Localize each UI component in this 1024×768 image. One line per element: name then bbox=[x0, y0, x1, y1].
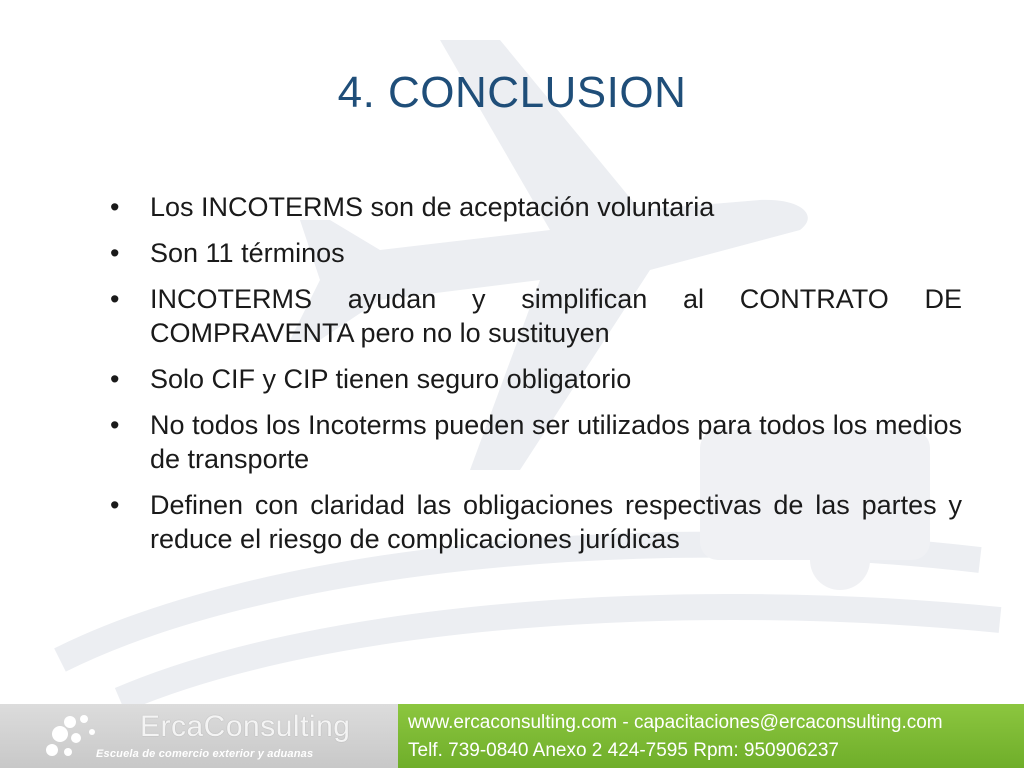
list-item bbox=[110, 408, 962, 476]
list-item-text: Los INCOTERMS son de aceptación voluntaria bbox=[150, 192, 715, 222]
bullet-icon: • bbox=[110, 490, 120, 520]
brand-tagline: Escuela de comercio exterior y aduanas bbox=[96, 748, 314, 760]
list-item-text: INCOTERMS ayudan y simplifican al CONTRATO DE COMPRAVENTA pero no lo sustituyen bbox=[150, 284, 962, 348]
footer-banner bbox=[0, 704, 1024, 768]
list-item bbox=[110, 362, 962, 396]
list-item-text: Son 11 términos bbox=[150, 238, 345, 268]
brand-name: ErcaConsulting bbox=[140, 710, 351, 743]
bullet-icon: • bbox=[110, 238, 120, 268]
list-item bbox=[110, 488, 962, 556]
conclusion-list bbox=[110, 190, 962, 568]
list-item-text: No todos los Incoterms pueden ser utilizados para todos los medios de transporte bbox=[150, 410, 962, 474]
contact-panel bbox=[398, 704, 1024, 768]
contact-web-email[interactable]: www.ercaconsulting.com - capacitaciones@ercaconsulting.com bbox=[408, 712, 943, 733]
contact-phones: Telf. 739-0840 Anexo 2 424-7595 Rpm: 950906237 bbox=[408, 740, 839, 761]
slide-title: 4. CONCLUSION bbox=[337, 68, 687, 117]
bullet-icon: • bbox=[110, 410, 120, 440]
list-item-text: Solo CIF y CIP tienen seguro obligatorio bbox=[150, 364, 632, 394]
brand-panel bbox=[0, 704, 398, 768]
bullet-icon: • bbox=[110, 284, 120, 314]
list-item bbox=[110, 282, 962, 350]
bullet-icon: • bbox=[110, 192, 120, 222]
list-item bbox=[110, 236, 962, 270]
list-item-text: Definen con claridad las obligaciones respectivas de las partes y reduce el riesgo de complicaciones jurídicas bbox=[150, 490, 962, 554]
list-item bbox=[110, 190, 962, 224]
bullet-icon: • bbox=[110, 364, 120, 394]
